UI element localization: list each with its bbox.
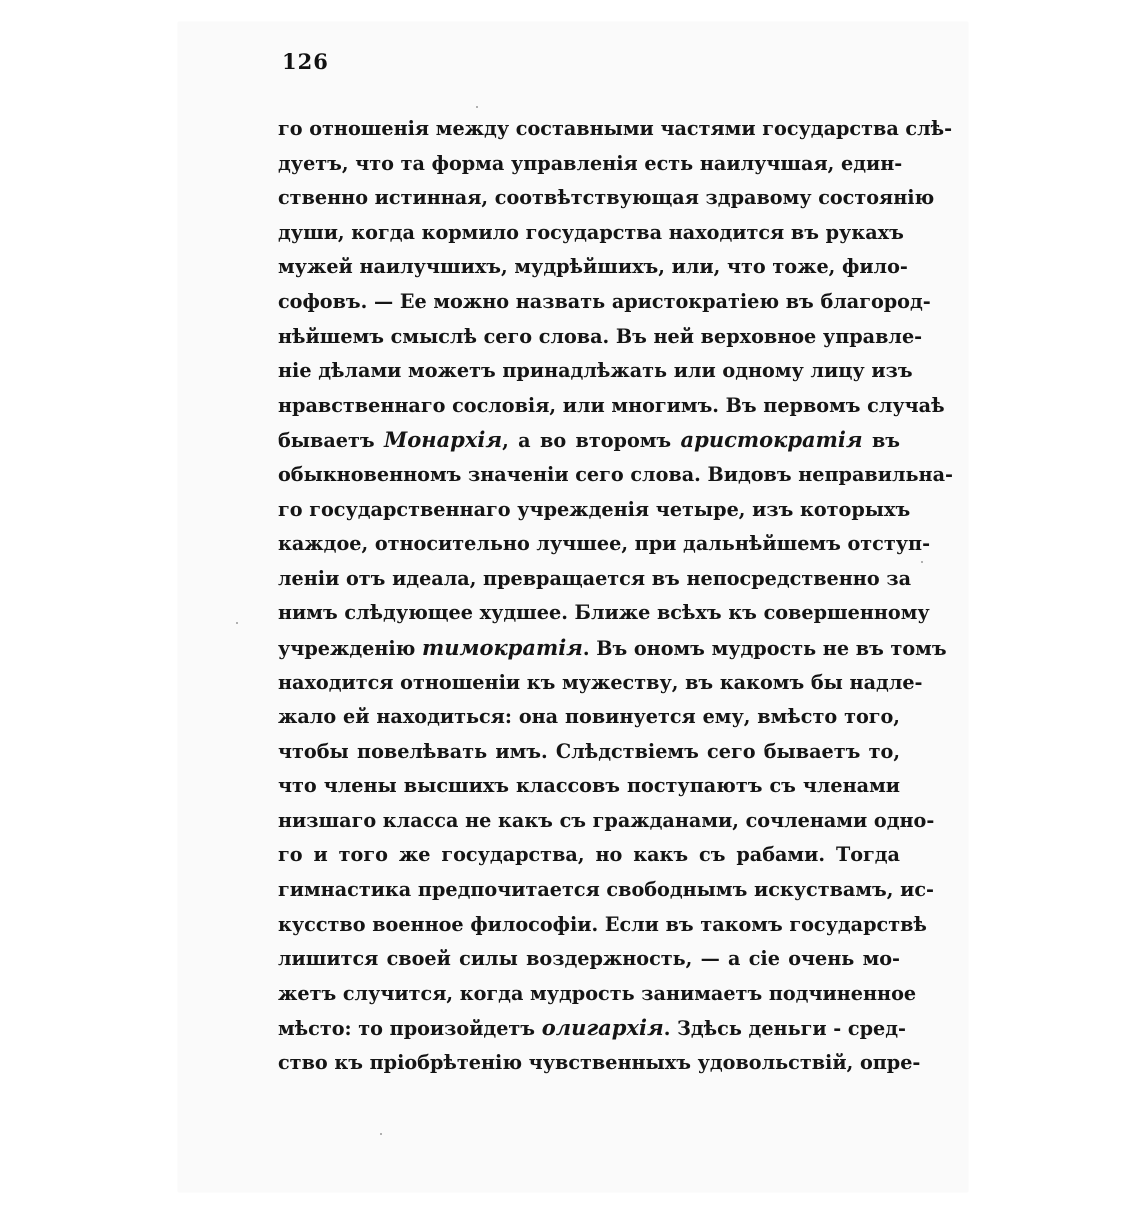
text-segment: го отношенія между составными частями государства слѣ- (278, 117, 953, 140)
text-segment: низшаго класса не какъ съ гражданами, сочленами одно- (278, 808, 935, 832)
text-line (278, 250, 908, 285)
text-line (278, 354, 913, 389)
text-segment: леніи отъ идеала, превращается въ непосредственно за (278, 566, 912, 590)
text-line (278, 216, 904, 251)
scan-speck (380, 1133, 382, 1135)
text-line (278, 700, 900, 735)
text-segment: чтобы повелѣвать имъ. Слѣдствіемъ сего бываетъ то, (278, 739, 900, 763)
emphasized-term: аристократія (680, 427, 863, 453)
text-segment: ніе дѣлами можетъ принадлѣжать или одному лицу изъ (278, 359, 913, 383)
text-segment: лишится своей силы воздержность, — а сіе очень мо- (278, 947, 900, 971)
text-segment: кусство военное философіи. Если въ такомъ государствѣ (278, 912, 927, 936)
text-segment: . Въ ономъ мудрость не въ томъ (582, 636, 947, 660)
text-line (278, 596, 930, 631)
text-segment: въ (862, 429, 900, 453)
text-line (278, 112, 953, 147)
text-segment: ственно истинная, соотвѣтствующая здравому состоянію (278, 186, 935, 210)
text-line (278, 493, 911, 528)
text-line (278, 527, 931, 562)
text-line (278, 458, 953, 493)
text-segment: мѣсто: то произойдетъ (278, 1017, 542, 1041)
text-segment: обыкновенномъ значеніи сего слова. Видовъ неправильна- (278, 462, 953, 486)
text-line (278, 285, 931, 320)
text-segment: нѣйшемъ смыслѣ сего слова. Въ ней верховное управле- (278, 324, 923, 348)
text-segment: нравственнаго сословія, или многимъ. Въ первомъ случаѣ (278, 393, 945, 417)
text-segment: нимъ слѣдующее худшее. Ближе всѣхъ къ совершенному (278, 601, 930, 625)
scan-speck (921, 561, 923, 563)
text-segment: каждое, относительно лучшее, при дальнѣйшемъ отступ- (278, 532, 931, 556)
text-line (278, 666, 923, 701)
text-segment: учрежденію (278, 636, 423, 660)
text-segment: гимнастика предпочитается свободнымъ искуствамъ, ис- (278, 878, 934, 902)
text-line (278, 873, 934, 908)
text-segment: бываетъ (278, 429, 385, 453)
text-line (278, 908, 927, 943)
scan-speck (476, 106, 478, 108)
text-segment: софовъ. — Ее можно назвать аристократіею въ благород- (278, 289, 931, 313)
text-line (278, 1011, 906, 1046)
page-number: 126 (282, 49, 329, 74)
emphasized-term: олигархія (541, 1015, 664, 1041)
text-segment: ство къ пріобрѣтенію чувственныхъ удовольствій, опре- (278, 1051, 921, 1075)
text-segment: , а во второмъ (502, 429, 681, 453)
text-line (278, 631, 947, 666)
emphasized-term: Монархія (384, 427, 503, 453)
text-line (278, 562, 912, 597)
text-segment: души, когда кормило государства находится въ рукахъ (278, 220, 904, 244)
text-line (278, 181, 935, 216)
text-line (278, 838, 900, 873)
text-segment: . Здѣсь деньги - сред- (663, 1017, 906, 1041)
text-line (278, 423, 900, 458)
emphasized-term: тимократія (422, 634, 583, 660)
text-segment: жетъ случится, когда мудрость занимаетъ подчиненное (278, 981, 917, 1005)
text-line (278, 977, 917, 1012)
text-segment: находится отношеніи къ мужеству, въ какомъ бы надле- (278, 670, 923, 694)
text-line (278, 389, 945, 424)
text-line (278, 942, 900, 977)
text-segment: жало ей находиться: она повинуется ему, вмѣсто того, (278, 705, 900, 729)
text-line (278, 804, 935, 839)
text-line (278, 1046, 921, 1081)
text-segment: мужей наилучшихъ, мудрѣйшихъ, или, что тоже, фило- (278, 255, 908, 279)
text-line (278, 735, 900, 770)
text-line (278, 320, 923, 355)
scan-speck (236, 622, 238, 624)
text-segment: дуетъ, что та форма управленія есть наилучшая, един- (278, 151, 903, 175)
text-segment: что члены высшихъ классовъ поступаютъ съ членами (278, 774, 900, 798)
text-segment: го государственнаго учрежденія четыре, изъ которыхъ (278, 497, 911, 521)
text-line (278, 147, 903, 182)
body-text (278, 112, 953, 1081)
text-segment: го и того же государства, но какъ съ рабами. Тогда (278, 843, 900, 867)
text-line (278, 769, 900, 804)
